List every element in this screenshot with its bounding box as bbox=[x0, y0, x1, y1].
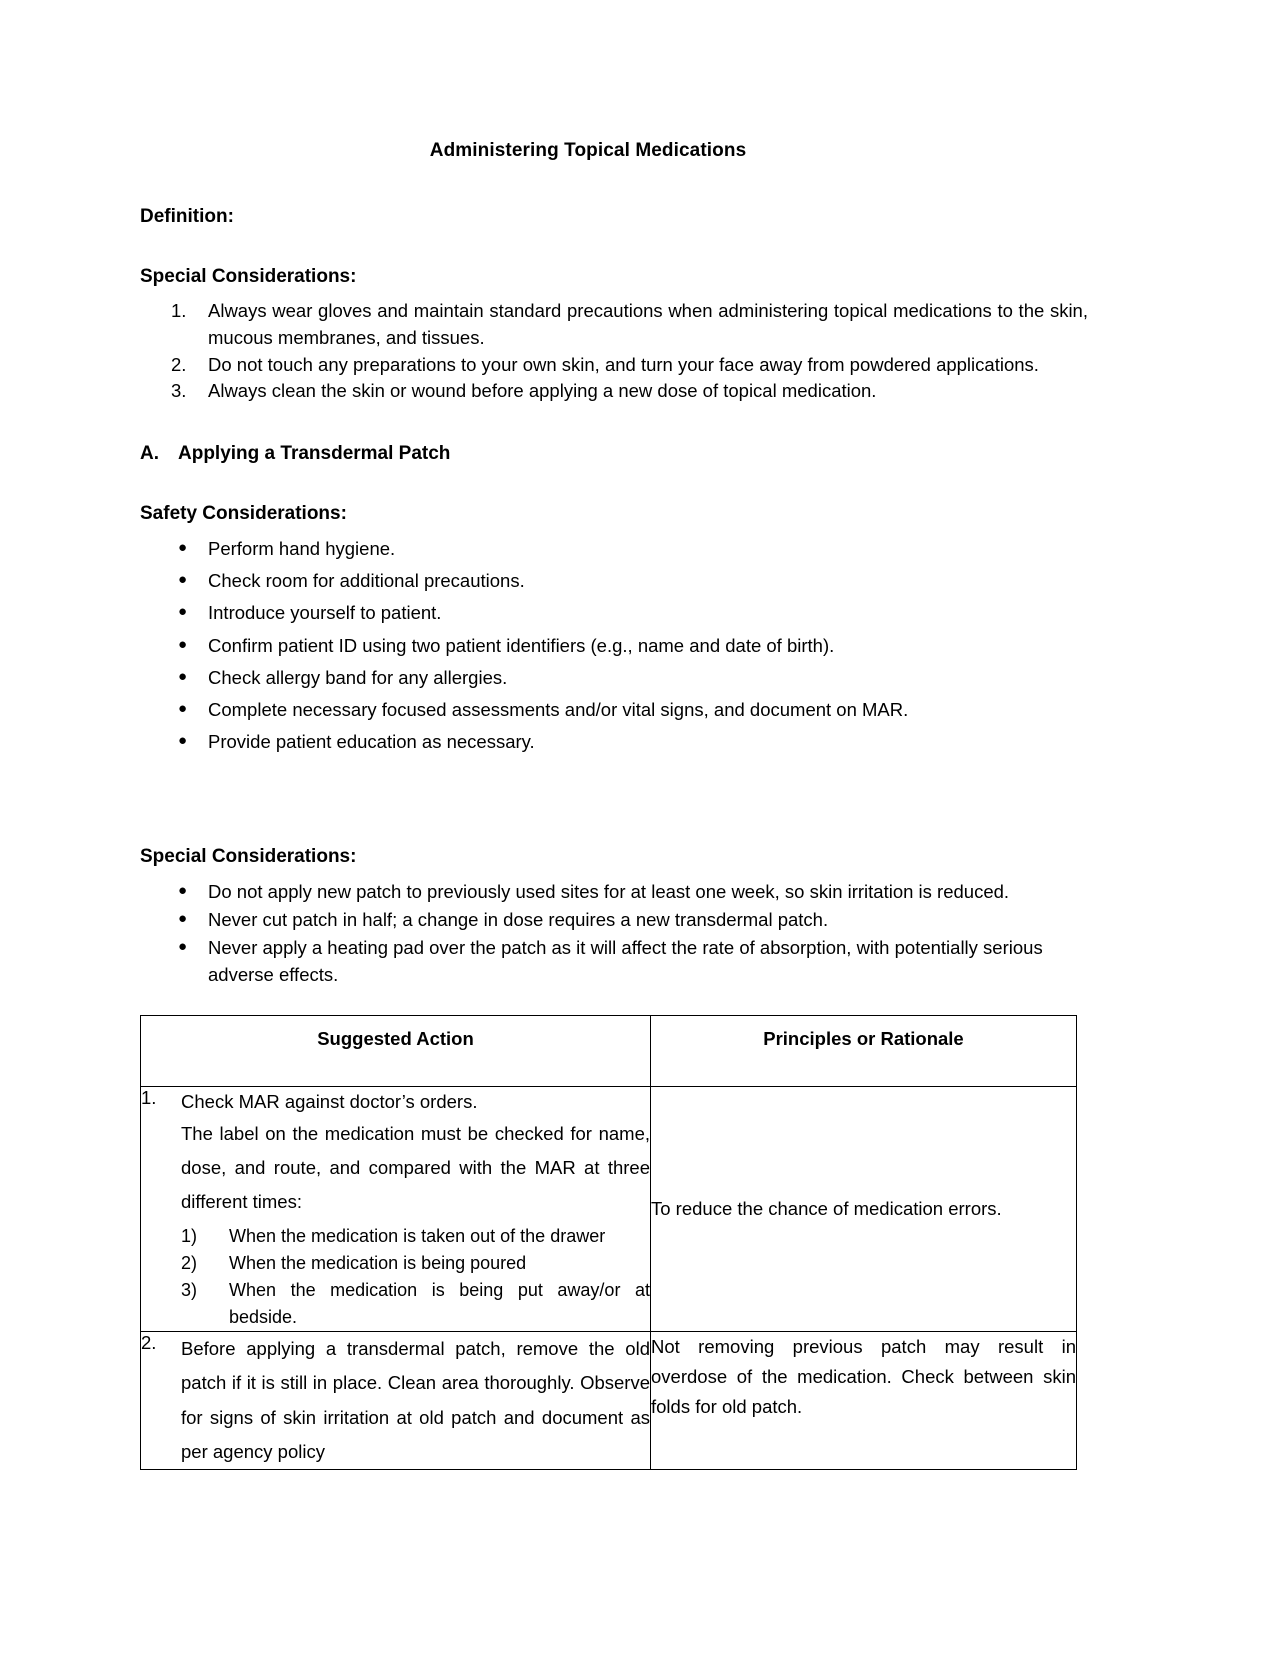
list-item bbox=[140, 298, 1088, 352]
sub-list-item bbox=[181, 1223, 650, 1250]
bullet-icon: ● bbox=[178, 571, 188, 589]
sub-list-text: When the medication is taken out of the drawer bbox=[229, 1226, 606, 1247]
list-item bbox=[140, 535, 1088, 563]
list-marker: 1. bbox=[171, 300, 187, 321]
sub-list-item bbox=[181, 1277, 650, 1331]
bullet-icon: ● bbox=[178, 731, 188, 749]
sub-list-marker: 3) bbox=[181, 1280, 198, 1301]
sub-list-text: When the medication is being poured bbox=[229, 1253, 527, 1274]
table-row bbox=[141, 1087, 1077, 1332]
step-line: Check MAR against doctor’s orders. bbox=[181, 1091, 478, 1113]
bullet-icon: ● bbox=[178, 603, 188, 621]
bullet-icon: ● bbox=[178, 882, 188, 900]
list-text: Complete necessary focused assessments and/or vital signs, and document on MAR. bbox=[208, 698, 909, 720]
list-text: Perform hand hygiene. bbox=[208, 538, 396, 560]
sub-list-text: When the medication is being put away/or at bedside. bbox=[229, 1280, 650, 1328]
bullet-icon: ● bbox=[178, 937, 188, 955]
step-number: 2. bbox=[141, 1332, 157, 1354]
bullet-icon: ● bbox=[178, 909, 188, 927]
section-a-letter: A. bbox=[140, 443, 159, 465]
list-text: Do not touch any preparations to your own skin, and turn your face away from powdered applications. bbox=[208, 353, 1039, 375]
step-sub-list bbox=[181, 1223, 650, 1331]
step-number: 1. bbox=[141, 1087, 157, 1109]
step-body bbox=[181, 1332, 650, 1469]
table-header-row bbox=[141, 1016, 1077, 1087]
list-item bbox=[140, 378, 1088, 405]
table-row bbox=[141, 1332, 1077, 1470]
sub-list-item bbox=[181, 1250, 650, 1277]
safety-considerations-heading: Safety Considerations: bbox=[140, 503, 347, 525]
list-text: Always clean the skin or wound before applying a new dose of topical medication. bbox=[208, 380, 877, 402]
list-item bbox=[140, 352, 1088, 379]
list-text: Check room for additional precautions. bbox=[208, 570, 525, 592]
step-body bbox=[181, 1087, 650, 1331]
action-cell bbox=[141, 1332, 651, 1470]
list-marker: 2. bbox=[171, 353, 187, 375]
sub-list-marker: 1) bbox=[181, 1226, 198, 1247]
list-item bbox=[140, 567, 1088, 595]
special-considerations-list bbox=[140, 298, 1088, 405]
definition-heading: Definition: bbox=[140, 206, 234, 227]
action-cell bbox=[141, 1087, 651, 1332]
column-header-principles-rationale: Principles or Rationale bbox=[651, 1016, 1077, 1087]
list-marker: 3. bbox=[171, 380, 187, 402]
bullet-icon: ● bbox=[178, 699, 188, 717]
list-text: Provide patient education as necessary. bbox=[208, 730, 535, 752]
list-item bbox=[140, 632, 1088, 660]
list-item bbox=[140, 599, 1088, 627]
section-spacer bbox=[140, 760, 1088, 846]
list-item bbox=[140, 906, 1088, 934]
patch-special-considerations-list bbox=[140, 878, 1088, 989]
list-text: Never apply a heating pad over the patch as it will affect the rate of absorption, with potentially serious adverse effects. bbox=[208, 936, 1043, 986]
procedure-table bbox=[140, 1015, 1077, 1470]
patch-special-considerations-heading: Special Considerations: bbox=[140, 846, 357, 868]
list-text: Introduce yourself to patient. bbox=[208, 602, 442, 624]
column-header-suggested-action: Suggested Action bbox=[141, 1016, 651, 1087]
page-title: Administering Topical Medications bbox=[429, 140, 747, 161]
list-text: Always wear gloves and maintain standard precautions when administering topical medications to the skin, mucous membranes, and tissues. bbox=[208, 300, 1088, 348]
special-considerations-heading: Special Considerations: bbox=[140, 266, 357, 287]
list-text: Do not apply new patch to previously used sites for at least one week, so skin irritation is reduced. bbox=[208, 881, 1010, 903]
rationale-cell: Not removing previous patch may result in overdose of the medication. Check between skin folds for old patch. bbox=[651, 1332, 1077, 1470]
list-item bbox=[140, 696, 1088, 724]
section-a-title: Applying a Transdermal Patch bbox=[178, 443, 451, 465]
list-item bbox=[140, 934, 1088, 990]
safety-considerations-list bbox=[140, 535, 1088, 756]
step-line: Before applying a transdermal patch, remove the old patch if it is still in place. Clean area thoroughly. Observe for signs of skin irritation at old patch and document as per agency policy bbox=[181, 1338, 650, 1462]
section-a-heading bbox=[140, 443, 1088, 465]
step bbox=[141, 1087, 650, 1331]
step bbox=[141, 1332, 650, 1469]
list-item bbox=[140, 878, 1088, 906]
sub-list-marker: 2) bbox=[181, 1253, 198, 1274]
bullet-icon: ● bbox=[178, 635, 188, 653]
list-item bbox=[140, 664, 1088, 692]
list-text: Confirm patient ID using two patient identifiers (e.g., name and date of birth). bbox=[208, 634, 835, 656]
step-line: The label on the medication must be checked for name, dose, and route, and compared with the MAR at three different times: bbox=[181, 1122, 650, 1213]
list-item bbox=[140, 728, 1088, 756]
rationale-cell: To reduce the chance of medication errors. bbox=[651, 1087, 1077, 1332]
bullet-icon: ● bbox=[178, 667, 188, 685]
bullet-icon: ● bbox=[178, 539, 188, 557]
list-text: Check allergy band for any allergies. bbox=[208, 666, 508, 688]
list-text: Never cut patch in half; a change in dose requires a new transdermal patch. bbox=[208, 908, 829, 930]
